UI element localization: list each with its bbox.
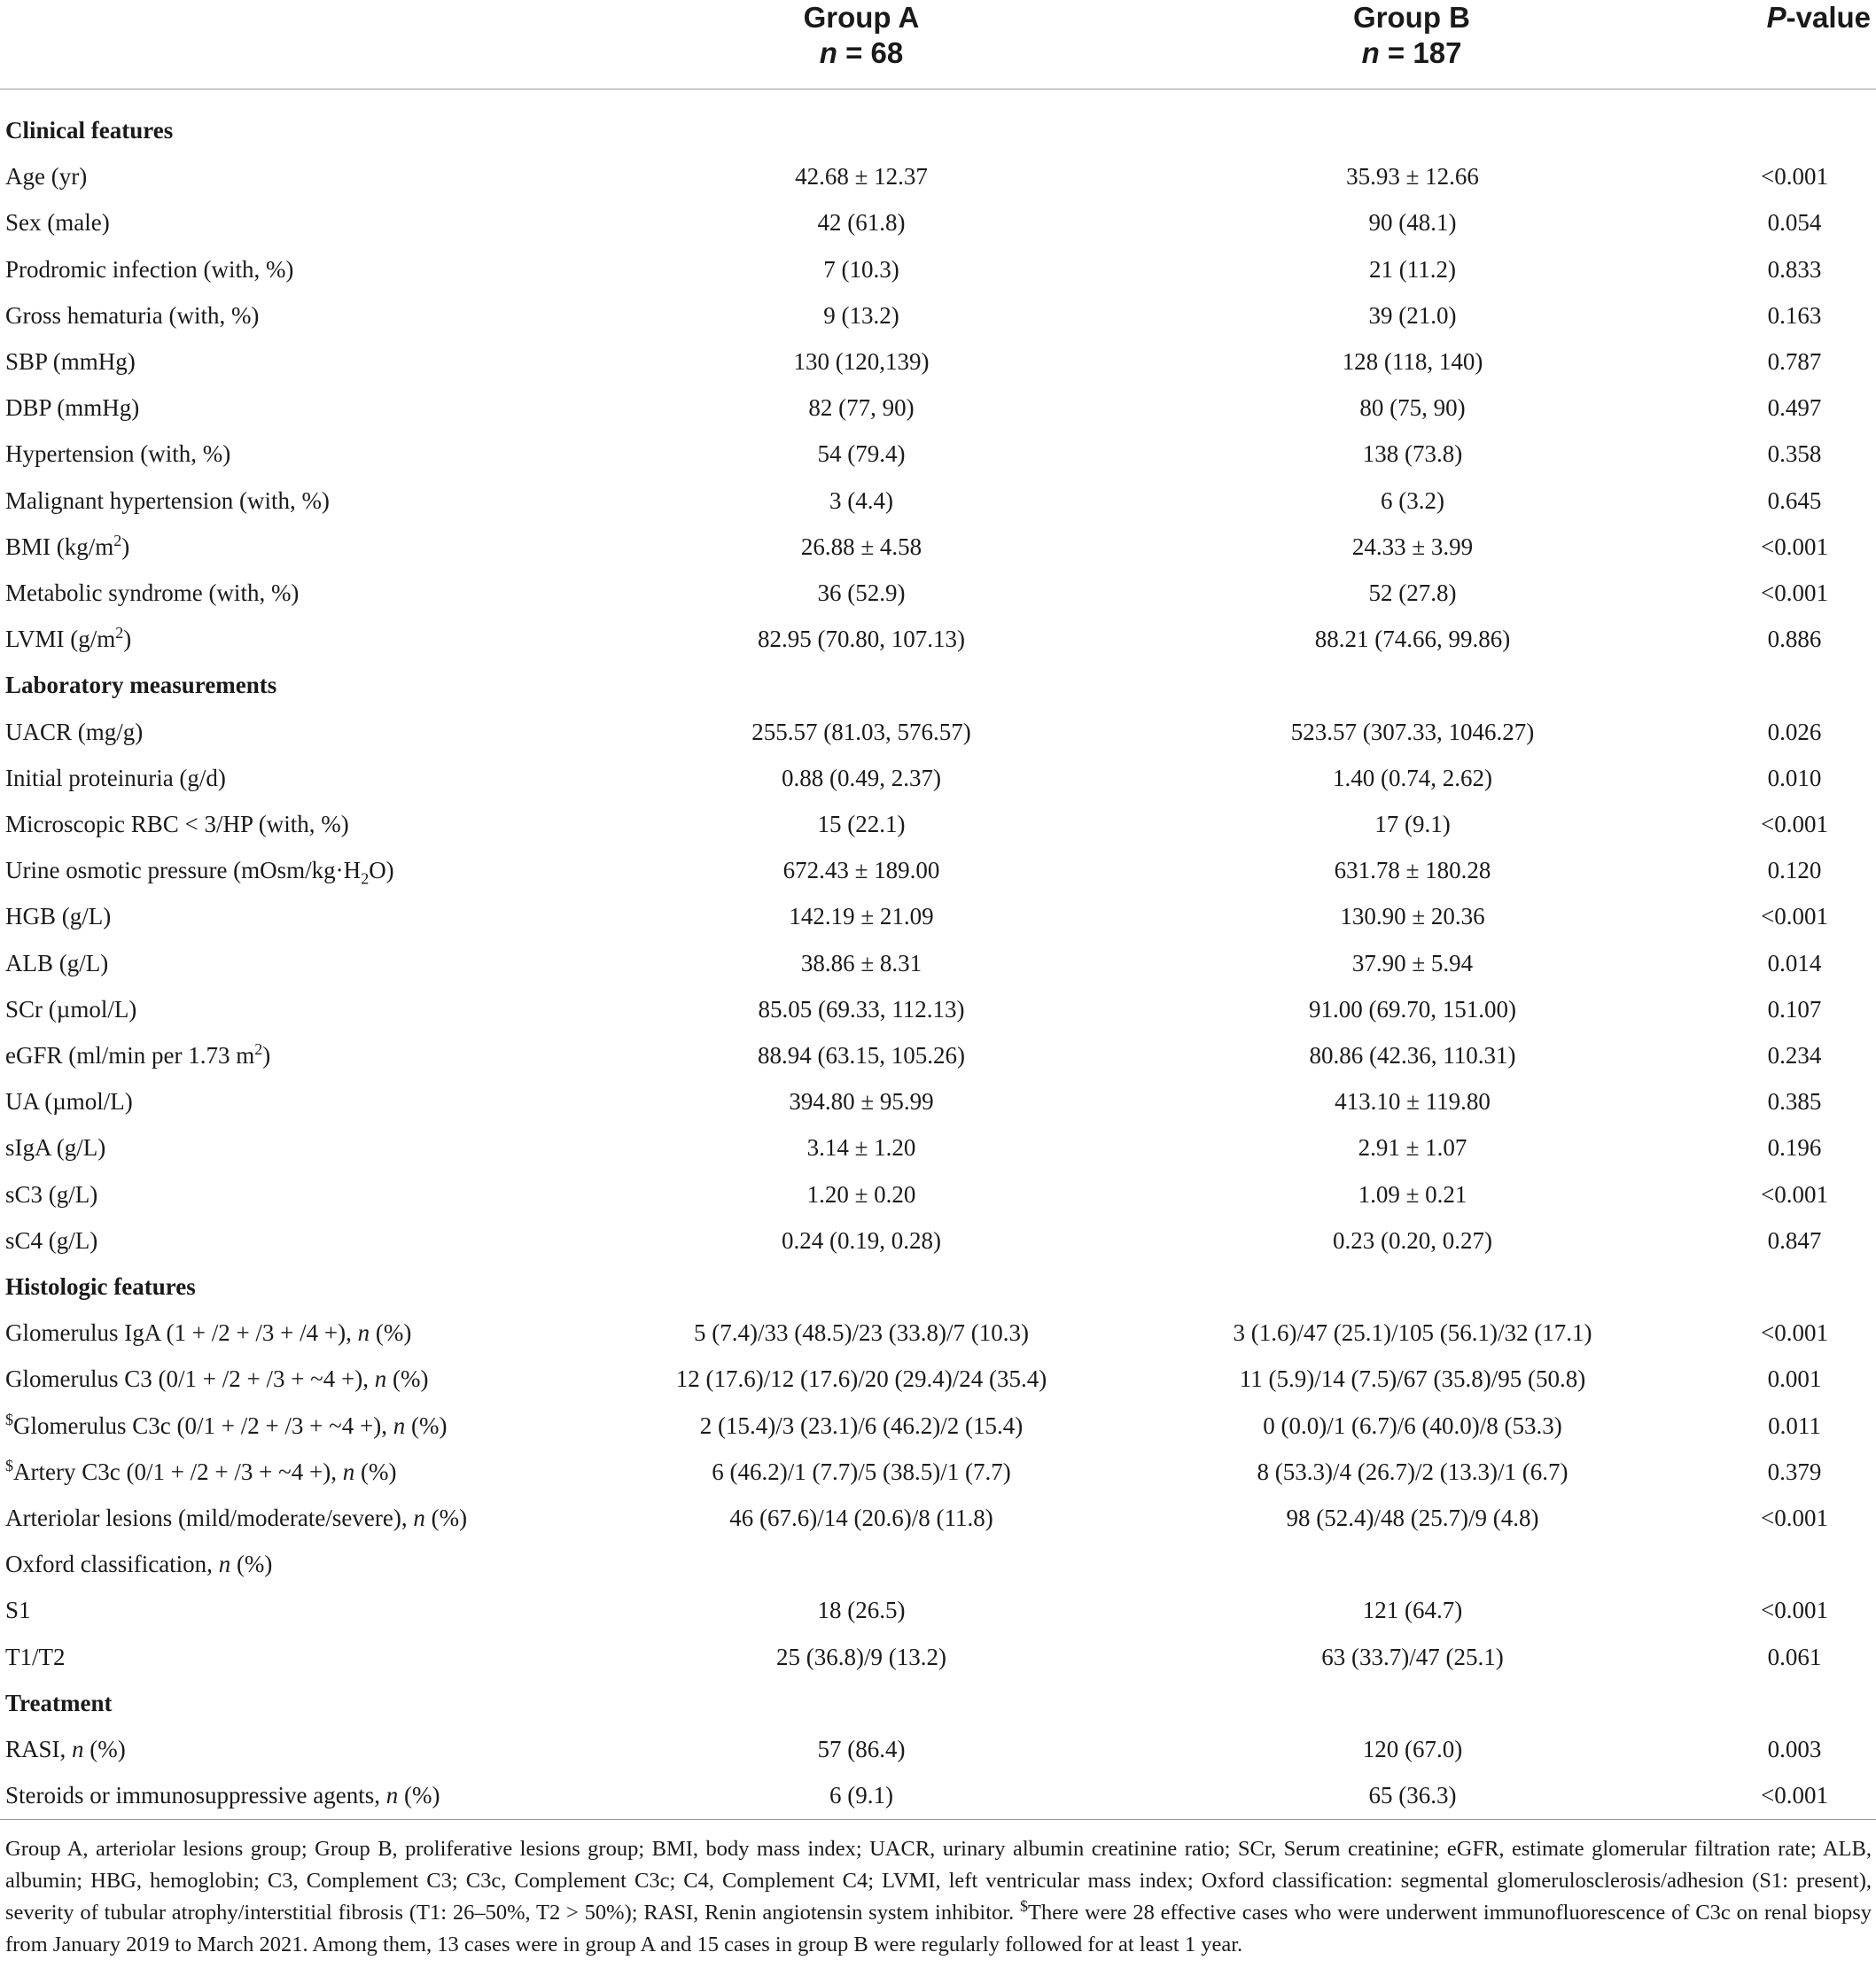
table-row — [0, 1726, 1876, 1772]
p-value: <0.001 — [1761, 1597, 1828, 1624]
label-text: T1/T2 — [5, 1643, 66, 1670]
group-b-value: 2.91 ± 1.07 — [1358, 1134, 1467, 1162]
p-value: 0.003 — [1767, 1736, 1822, 1762]
label-text-end: ) — [121, 533, 130, 560]
p-value: 0.886 — [1767, 626, 1822, 653]
group-b-value: 523.57 (307.33, 1046.27) — [1290, 718, 1535, 745]
p-value: 0.847 — [1767, 1226, 1822, 1254]
group-a-value: 57 (86.4) — [817, 1736, 906, 1762]
table-row — [0, 801, 1876, 847]
group-b-value: 120 (67.0) — [1362, 1736, 1463, 1762]
row-label: sIgA (g/L) — [5, 1134, 106, 1162]
group-a-value: 6 (9.1) — [829, 1782, 893, 1809]
p-value: 0.120 — [1767, 857, 1822, 884]
group-a-value: 88.94 (63.15, 105.26) — [758, 1042, 965, 1069]
label-text-end: (%) — [398, 1782, 440, 1809]
section-row — [0, 107, 1876, 153]
label-italic: n — [218, 1551, 231, 1578]
table-row — [0, 1032, 1876, 1078]
label-text: Glomerulus C3 (0/1 + /2 + /3 + ~4 +), — [5, 1365, 375, 1393]
label-text-end: (%) — [405, 1412, 448, 1439]
table-row — [0, 1495, 1876, 1541]
p-value: 0.026 — [1767, 718, 1822, 745]
group-b-value: 128 (118, 140) — [1342, 348, 1483, 375]
label-text: Glomerulus C3c (0/1 + /2 + /3 + ~4 +), — [13, 1412, 393, 1439]
group-a-n: n = 68 — [819, 36, 904, 69]
label-text-end: (%) — [354, 1458, 397, 1485]
p-value: <0.001 — [1761, 1782, 1828, 1809]
group-a-value: 142.19 ± 21.09 — [789, 903, 934, 930]
footnote-marker: $ — [5, 1410, 13, 1428]
label-text-end: ) — [262, 1042, 271, 1069]
group-a-value: 42 (61.8) — [817, 209, 906, 237]
table-row — [0, 986, 1876, 1032]
section-title: Treatment — [5, 1689, 113, 1716]
row-label: SBP (mmHg) — [5, 348, 136, 375]
group-b-value: 35.93 ± 12.66 — [1346, 163, 1479, 191]
label-superscript: 2 — [115, 624, 124, 642]
row-label: sC4 (g/L) — [5, 1226, 98, 1254]
section-row — [0, 1680, 1876, 1726]
table-row — [0, 1124, 1876, 1171]
row-label — [5, 1310, 411, 1356]
group-b-value: 130.90 ± 20.36 — [1340, 903, 1485, 930]
label-text: Urine osmotic pressure (mOsm/kg·H — [5, 857, 362, 884]
p-value: 0.011 — [1768, 1412, 1821, 1439]
row-label: Prodromic infection (with, %) — [5, 255, 294, 283]
group-a-value: 38.86 ± 8.31 — [800, 949, 922, 976]
label-italic: n — [374, 1365, 387, 1393]
group-b-value: 17 (9.1) — [1374, 811, 1451, 837]
footnote-marker: $ — [5, 1456, 13, 1474]
group-a-value: 0.88 (0.49, 2.37) — [782, 764, 941, 791]
label-text: S1 — [5, 1597, 31, 1624]
p-value: 0.010 — [1767, 764, 1822, 791]
group-b-value: 21 (11.2) — [1369, 255, 1456, 283]
group-a-value: 3.14 ± 1.20 — [806, 1134, 916, 1162]
row-label: Malignant hypertension (with, %) — [5, 486, 330, 514]
table-footnote: Group A, arteriolar lesions group; Group B, proliferative lesions group; BMI, body mass index; UACR, urinary albumin creatinine ratio; SCr, Serum creatinine; eGFR, estimate glomerular filtration rate; ALB, albumin; HBG, hemoglobin; C3, Complement C3; C3c, Complement C3c; C4, Complement C4; LVMI, left ventricular mass index; Oxford classification: segmental glomerulosclerosis/adhesion (S1: present), severity of tubular atrophy/interstitial fibrosis (T1: 26–50%, T2 > 50%); RASI, Renin angiotensin system inhibitor. $There were 28 effective cases who were underwent immunofluorescence of C3c on renal biopsy from January 2019 to March 2021. Among them, 13 cases were in group A and 15 cases in group B were regularly followed for at least 1 year. — [5, 1837, 1872, 1956]
table-row — [0, 246, 1876, 292]
row-label: Microscopic RBC < 3/HP (with, %) — [5, 811, 349, 837]
p-value: <0.001 — [1761, 811, 1828, 837]
p-value: <0.001 — [1761, 1180, 1828, 1208]
group-b-value: 80 (75, 90) — [1359, 394, 1466, 422]
row-label — [5, 1495, 467, 1541]
group-a-value: 7 (10.3) — [823, 255, 899, 283]
section-title: Histologic features — [5, 1273, 196, 1300]
label-text: BMI (kg/m — [5, 533, 114, 560]
table-row — [0, 893, 1876, 939]
group-a-value: 2 (15.4)/3 (23.1)/6 (46.2)/2 (15.4) — [699, 1412, 1024, 1439]
table-row — [0, 1217, 1876, 1264]
bottom-rule — [0, 1819, 1876, 1820]
group-b-value: 6 (3.2) — [1381, 486, 1444, 514]
label-superscript: 2 — [113, 531, 122, 549]
row-label: UA (µmol/L) — [5, 1088, 133, 1116]
label-italic: n — [393, 1412, 406, 1439]
label-italic: n — [357, 1319, 370, 1347]
group-b-value: 0.23 (0.20, 0.27) — [1333, 1226, 1492, 1254]
label-text: Oxford classification, — [5, 1551, 219, 1578]
label-text: eGFR (ml/min per 1.73 m — [5, 1042, 255, 1069]
label-text-end: (%) — [424, 1505, 468, 1531]
p-value: 0.107 — [1767, 995, 1822, 1023]
row-label: Hypertension (with, %) — [5, 440, 231, 468]
label-text-end: (%) — [386, 1365, 429, 1393]
section-title: Laboratory measurements — [5, 672, 277, 699]
group-a-value: 672.43 ± 189.00 — [782, 857, 940, 884]
label-text: Artery C3c (0/1 + /2 + /3 + ~4 +), — [13, 1458, 343, 1485]
group-b-value: 98 (52.4)/48 (25.7)/9 (4.8) — [1286, 1505, 1539, 1531]
label-italic: n — [385, 1782, 399, 1809]
p-value: 0.196 — [1767, 1134, 1822, 1162]
group-a-title: Group A — [803, 1, 920, 34]
header-group-b — [1221, 0, 1602, 89]
label-text: Arteriolar lesions (mild/moderate/severe), — [5, 1505, 414, 1531]
label-text-end: (%) — [83, 1736, 126, 1762]
group-a-value: 0.24 (0.19, 0.28) — [782, 1226, 941, 1254]
group-b-value: 88.21 (74.66, 99.86) — [1314, 626, 1511, 653]
group-b-value: 24.33 ± 3.99 — [1351, 533, 1474, 560]
group-b-value: 1.09 ± 0.21 — [1358, 1180, 1467, 1208]
row-label: ALB (g/L) — [5, 949, 109, 976]
label-superscript: 2 — [254, 1040, 263, 1058]
group-b-value: 1.40 (0.74, 2.62) — [1333, 764, 1492, 791]
table-row — [0, 524, 1876, 570]
group-a-value: 42.68 ± 12.37 — [795, 163, 928, 191]
table-row — [0, 199, 1876, 245]
table-row — [0, 292, 1876, 338]
group-a-value: 9 (13.2) — [823, 301, 899, 329]
table-row — [0, 570, 1876, 616]
row-label — [5, 847, 394, 893]
row-label — [5, 1726, 126, 1772]
row-label — [5, 1587, 31, 1633]
group-a-value: 12 (17.6)/12 (17.6)/20 (29.4)/24 (35.4) — [675, 1365, 1047, 1393]
group-b-value: 631.78 ± 180.28 — [1334, 857, 1491, 884]
table-row — [0, 1171, 1876, 1217]
group-a-value: 6 (46.2)/1 (7.7)/5 (38.5)/1 (7.7) — [712, 1458, 1011, 1485]
row-label — [5, 1032, 270, 1078]
row-label — [5, 616, 131, 662]
label-subscript: 2 — [361, 869, 370, 888]
p-value: 0.001 — [1767, 1365, 1822, 1393]
row-label: SCr (µmol/L) — [5, 995, 137, 1023]
group-a-value: 36 (52.9) — [817, 580, 906, 606]
group-b-value: 413.10 ± 119.80 — [1335, 1088, 1491, 1116]
label-text: Steroids or immunosuppressive agents, — [5, 1782, 386, 1809]
p-value-title: P-value — [1766, 1, 1871, 34]
group-a-value: 1.20 ± 0.20 — [806, 1180, 916, 1208]
p-value: 0.497 — [1767, 394, 1822, 422]
p-value: 0.385 — [1767, 1088, 1822, 1116]
p-value: 0.234 — [1767, 1042, 1822, 1069]
row-label — [5, 1356, 428, 1402]
table-row — [0, 153, 1876, 199]
group-a-value: 82 (77, 90) — [808, 394, 915, 422]
group-a-value: 130 (120,139) — [793, 348, 930, 375]
p-value: 0.379 — [1767, 1458, 1822, 1485]
row-label — [5, 1634, 66, 1680]
row-label: HGB (g/L) — [5, 903, 112, 930]
label-text: LVMI (g/m — [5, 626, 116, 653]
group-a-value: 3 (4.4) — [829, 486, 893, 514]
row-label: Sex (male) — [5, 209, 110, 237]
p-value: 0.358 — [1767, 440, 1822, 468]
label-text: RASI, — [5, 1736, 73, 1762]
row-label — [5, 524, 129, 570]
group-a-value: 18 (26.5) — [817, 1597, 906, 1624]
group-a-value: 5 (7.4)/33 (48.5)/23 (33.8)/7 (10.3) — [694, 1319, 1029, 1347]
group-a-value: 26.88 ± 4.58 — [800, 533, 922, 560]
row-label: Gross hematuria (with, %) — [5, 301, 260, 329]
label-italic: n — [413, 1505, 425, 1531]
table-row — [0, 1634, 1876, 1680]
row-label — [5, 1449, 396, 1495]
p-value: <0.001 — [1761, 533, 1828, 560]
table-row — [0, 338, 1876, 385]
section-row — [0, 662, 1876, 708]
table-row — [0, 1310, 1876, 1356]
group-b-value: 121 (64.7) — [1362, 1597, 1463, 1624]
group-b-n: n = 187 — [1361, 36, 1462, 69]
table-row — [0, 755, 1876, 801]
p-value: 0.014 — [1767, 949, 1822, 976]
row-label: Metabolic syndrome (with, %) — [5, 580, 300, 606]
row-label — [5, 1772, 440, 1818]
group-b-value: 90 (48.1) — [1368, 209, 1457, 237]
p-value: <0.001 — [1761, 163, 1828, 191]
row-label — [5, 1403, 447, 1449]
table-row — [0, 1541, 1876, 1587]
group-b-value: 39 (21.0) — [1368, 301, 1457, 329]
group-b-title: Group B — [1353, 1, 1470, 34]
table-row — [0, 616, 1876, 662]
p-value: 0.787 — [1767, 348, 1822, 375]
group-b-value: 91.00 (69.70, 151.00) — [1309, 995, 1516, 1023]
table-row — [0, 709, 1876, 755]
label-italic: n — [72, 1736, 84, 1762]
label-text-end: ) — [123, 626, 132, 653]
group-b-value: 8 (53.3)/4 (26.7)/2 (13.3)/1 (6.7) — [1257, 1458, 1569, 1485]
header-group-a — [671, 0, 1052, 89]
table-row — [0, 1772, 1876, 1818]
group-b-value: 80.86 (42.36, 110.31) — [1309, 1042, 1516, 1069]
group-a-value: 82.95 (70.80, 107.13) — [758, 626, 965, 653]
label-text: Glomerulus IgA (1 + /2 + /3 + /4 +), — [5, 1319, 358, 1347]
group-b-value: 65 (36.3) — [1368, 1782, 1457, 1809]
group-b-value: 63 (33.7)/47 (25.1) — [1321, 1643, 1504, 1670]
table-row — [0, 940, 1876, 986]
group-a-value: 54 (79.4) — [817, 440, 906, 468]
row-label — [5, 1541, 272, 1587]
p-value: 0.061 — [1767, 1643, 1822, 1670]
p-value: <0.001 — [1761, 903, 1828, 930]
label-text-end: O) — [369, 857, 394, 884]
p-value: <0.001 — [1761, 1505, 1828, 1531]
table-row — [0, 1356, 1876, 1402]
group-b-value: 11 (5.9)/14 (7.5)/67 (35.8)/95 (50.8) — [1239, 1365, 1586, 1393]
group-a-value: 15 (22.1) — [817, 811, 906, 837]
table-row — [0, 1403, 1876, 1449]
label-text-end: (%) — [230, 1551, 273, 1578]
row-label: UACR (mg/g) — [5, 718, 144, 745]
table-row — [0, 385, 1876, 431]
row-label: Age (yr) — [5, 163, 88, 191]
section-row — [0, 1264, 1876, 1310]
row-label: Initial proteinuria (g/d) — [5, 764, 226, 791]
p-value: <0.001 — [1761, 580, 1828, 606]
p-value: 0.054 — [1767, 209, 1822, 237]
row-label: sC3 (g/L) — [5, 1180, 98, 1208]
group-a-value: 85.05 (69.33, 112.13) — [758, 995, 965, 1023]
group-a-value: 255.57 (81.03, 576.57) — [751, 718, 971, 745]
group-a-value: 25 (36.8)/9 (13.2) — [776, 1643, 946, 1670]
section-title: Clinical features — [5, 117, 174, 144]
group-a-value: 394.80 ± 95.99 — [789, 1088, 934, 1116]
p-value: 0.645 — [1767, 486, 1822, 514]
group-b-value: 138 (73.8) — [1362, 440, 1463, 468]
p-value: 0.163 — [1767, 301, 1822, 329]
table-row — [0, 1587, 1876, 1633]
table-row — [0, 431, 1876, 477]
group-b-value: 3 (1.6)/47 (25.1)/105 (56.1)/32 (17.1) — [1233, 1319, 1592, 1347]
table-row — [0, 1078, 1876, 1124]
row-label: DBP (mmHg) — [5, 394, 140, 422]
table-row — [0, 847, 1876, 893]
table-row — [0, 478, 1876, 524]
label-italic: n — [342, 1458, 355, 1485]
header-p-value — [1710, 0, 1876, 89]
group-a-value: 46 (67.6)/14 (20.6)/8 (11.8) — [729, 1505, 993, 1531]
p-value: <0.001 — [1761, 1319, 1828, 1347]
label-text-end: (%) — [370, 1319, 412, 1347]
group-b-value: 52 (27.8) — [1368, 580, 1457, 606]
group-b-value: 0 (0.0)/1 (6.7)/6 (40.0)/8 (53.3) — [1263, 1412, 1562, 1439]
table-row — [0, 1449, 1876, 1495]
p-value: 0.833 — [1767, 255, 1822, 283]
group-b-value: 37.90 ± 5.94 — [1351, 949, 1474, 976]
